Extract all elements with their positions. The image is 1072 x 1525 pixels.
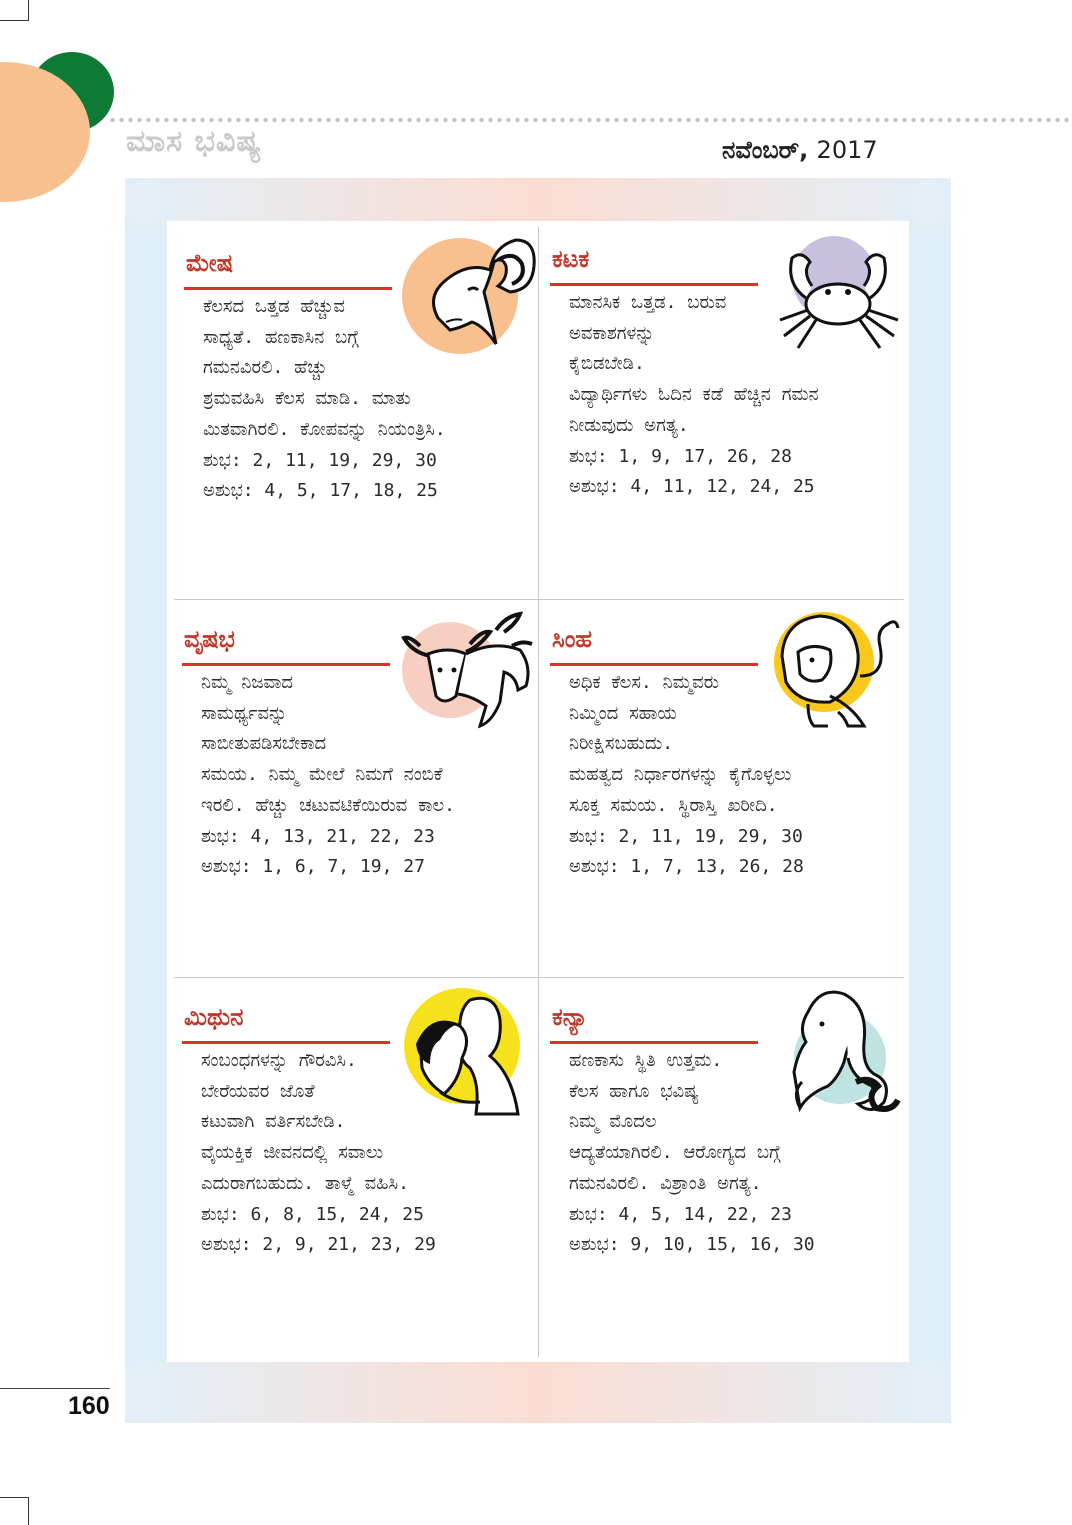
unlucky-dates: ಅಶುಭ: 1, 6, 7, 19, 27 [201,856,425,878]
lucky-dates: ಶುಭ: 4, 5, 14, 22, 23 [569,1203,792,1225]
sign-underline [550,283,758,286]
forecast-line: ಮಿತವಾಗಿರಲಿ. ಕೋಪವನ್ನು ನಿಯಂತ್ರಿಸಿ. [203,418,446,440]
forecast-text [569,668,899,883]
sign-name: ಕಟಕ [552,244,590,273]
sign-card-mesha [170,226,530,596]
issue-year: 2017 [816,136,878,164]
row-divider-2 [174,977,904,978]
forecast-line: ಆದ್ಯತೆಯಾಗಿರಲಿ. ಆರೋಗ್ಯದ ಬಗ್ಗೆ [569,1142,781,1164]
page-number: 160 [68,1392,110,1420]
sign-name: ಮಿಥುನ [184,1002,244,1031]
unlucky-dates: ಅಶುಭ: 4, 11, 12, 24, 25 [569,476,815,498]
forecast-line: ನೀಡುವುದು ಅಗತ್ಯ. [569,414,689,436]
sign-card-mithuna [168,980,528,1350]
sign-card-vrishabha [168,602,528,972]
forecast-line: ಮಾನಸಿಕ ಒತ್ತಡ. ಬರುವ [569,292,727,313]
crop-mark-bottom [0,1497,28,1498]
sign-card-kanya [536,980,896,1350]
forecast-text [569,288,899,503]
forecast-text [201,1046,531,1261]
row-divider-1 [174,599,904,600]
forecast-line: ಶ್ರಮವಹಿಸಿ ಕೆಲಸ ಮಾಡಿ. ಮಾತು [203,388,411,410]
forecast-line: ಎದುರಾಗಬಹುದು. ತಾಳ್ಮೆ ವಹಿಸಿ. [201,1172,409,1194]
sign-name: ಮೇಷ [186,248,234,277]
forecast-line: ಕೆಲಸದ ಒತ್ತಡ ಹೆಚ್ಚುವ [203,296,345,317]
forecast-line: ಸಾಬೀತುಪಡಿಸಬೇಕಾದ [201,733,327,755]
lucky-dates: ಶುಭ: 6, 8, 15, 24, 25 [201,1203,424,1225]
forecast-line: ಗಮನವಿರಲಿ. ವಿಶ್ರಾಂತಿ ಅಗತ್ಯ. [569,1172,762,1194]
unlucky-dates: ಅಶುಭ: 9, 10, 15, 16, 30 [569,1234,815,1256]
sign-name: ಕನ್ಯಾ [552,1002,588,1031]
forecast-line: ಕೈಬಿಡಬೇಡಿ. [569,353,645,375]
lucky-dates: ಶುಭ: 1, 9, 17, 26, 28 [569,445,792,467]
forecast-line: ಮಹತ್ವದ ನಿರ್ಧಾರಗಳನ್ನು ಕೈಗೊಳ್ಳಲು [569,764,792,786]
frame-bottom-band [125,1362,951,1423]
forecast-text [203,292,533,507]
unlucky-dates: ಅಶುಭ: 1, 7, 13, 26, 28 [569,856,804,878]
sign-underline [184,287,392,290]
page-number-rule [0,1388,110,1389]
forecast-line: ಅಧಿಕ ಕೆಲಸ. ನಿಮ್ಮವರು [569,672,719,693]
sign-underline [550,1041,758,1044]
forecast-line: ಸಂಬಂಧಗಳನ್ನು ಗೌರವಿಸಿ. [201,1050,357,1071]
lucky-dates: ಶುಭ: 2, 11, 19, 29, 30 [569,825,803,847]
sign-name: ಸಿಂಹ [552,624,593,653]
unlucky-dates: ಅಶುಭ: 2, 9, 21, 23, 29 [201,1234,436,1256]
sign-card-simha [536,602,896,972]
forecast-line: ನಿಮ್ಮ ನಿಜವಾದ [201,672,294,693]
forecast-text [569,1046,899,1261]
sign-underline [182,1041,390,1044]
forecast-line: ಸಾಮರ್ಥ್ಯವನ್ನು [201,702,288,724]
crop-mark-top [0,20,28,21]
lucky-dates: ಶುಭ: 2, 11, 19, 29, 30 [203,449,437,471]
crop-mark-top-v [28,0,29,21]
sign-underline [550,663,758,666]
section-title: ಮಾಸ ಭವಿಷ್ಯ [126,124,262,159]
issue-month: ನವೆಂಬರ್, [722,136,809,164]
crop-mark-bottom-v [28,1497,29,1525]
forecast-line: ನಿಮ್ಮಿಂದ ಸಹಾಯ [569,702,677,724]
forecast-line: ನಿರೀಕ್ಷಿಸಬಹುದು. [569,733,674,755]
forecast-line: ವಿದ್ಯಾರ್ಥಿಗಳು ಓದಿನ ಕಡೆ ಹೆಚ್ಚಿನ ಗಮನ [569,384,819,406]
dotted-divider [108,117,1072,123]
forecast-line: ಗಮನವಿರಲಿ. ಹೆಚ್ಚು [203,357,328,379]
forecast-line: ಹಣಕಾಸು ಸ್ಥಿತಿ ಉತ್ತಮ. [569,1050,723,1071]
forecast-line: ಕೆಲಸ ಹಾಗೂ ಭವಿಷ್ಯ [569,1080,699,1102]
forecast-line: ಸಾಧ್ಯತೆ. ಹಣಕಾಸಿನ ಬಗ್ಗೆ [203,326,359,348]
lucky-dates: ಶುಭ: 4, 13, 21, 22, 23 [201,825,435,847]
forecast-line: ವೈಯಕ್ತಿಕ ಜೀವನದಲ್ಲಿ ಸವಾಲು [201,1142,384,1164]
forecast-line: ಅವಕಾಶಗಳನ್ನು [569,322,655,344]
sign-underline [182,663,390,666]
sign-card-kataka [536,222,896,592]
unlucky-dates: ಅಶುಭ: 4, 5, 17, 18, 25 [203,480,438,502]
frame-top-band [125,178,951,222]
forecast-line: ಸೂಕ್ತ ಸಮಯ. ಸ್ಥಿರಾಸ್ತಿ ಖರೀದಿ. [569,794,778,816]
forecast-line: ಕಟುವಾಗಿ ವರ್ತಿಸಬೇಡಿ. [201,1111,346,1133]
issue-date [722,136,878,164]
forecast-line: ನಿಮ್ಮ ಮೊದಲ [569,1111,657,1133]
forecast-line: ಇರಲಿ. ಹೆಚ್ಚು ಚಟುವಟಿಕೆಯಿರುವ ಕಾಲ. [201,794,456,816]
forecast-line: ಸಮಯ. ನಿಮ್ಮ ಮೇಲೆ ನಿಮಗೆ ನಂಬಿಕೆ [201,764,443,786]
forecast-line: ಬೇರೆಯವರ ಜೊತೆ [201,1080,315,1102]
forecast-text [201,668,531,883]
sign-name: ವೃಷಭ [184,624,235,653]
